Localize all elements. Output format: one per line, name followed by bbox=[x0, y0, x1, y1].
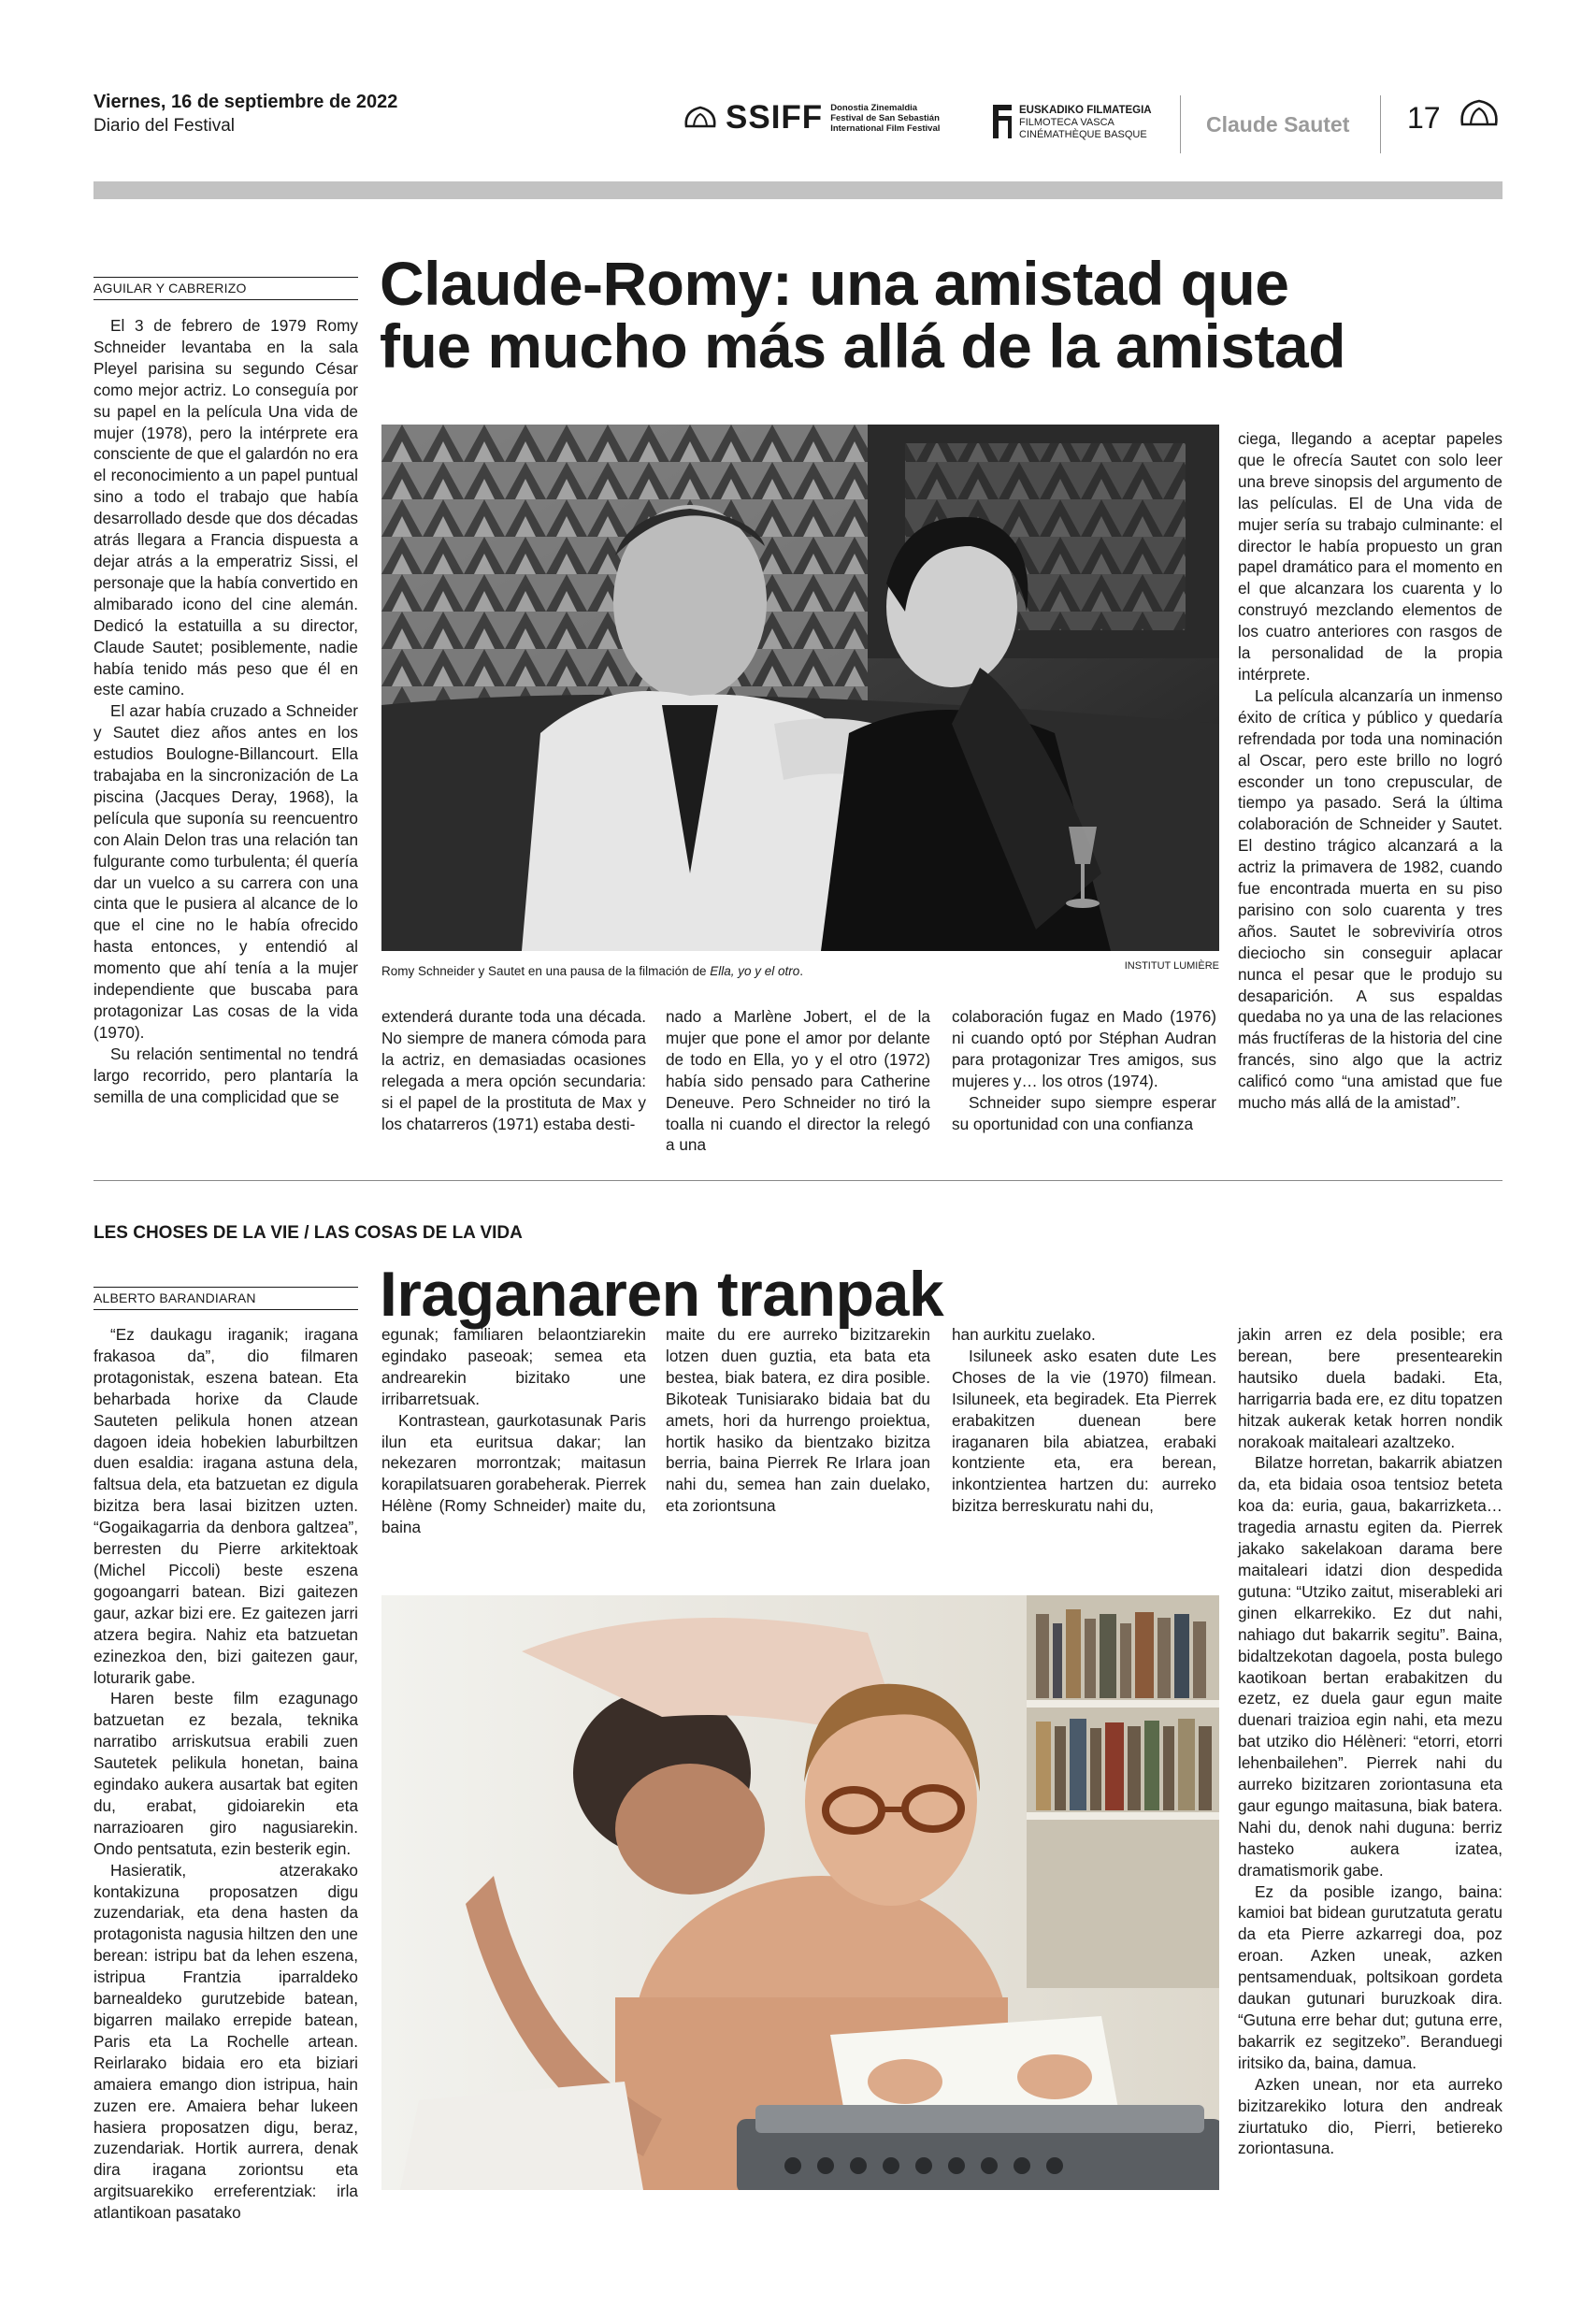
paragraph: Hasieratik, atzerakako kontakizuna proposatzen digu zuzendariak, eta dena hasten da protagonista nagusia hiltzen den une berean: istripu bat da lehen eszena, istripua Frantzia iparraldeko barnealdeko gurutzebide batean, bigarren mailako errepide batean, Paris eta La Rochelle artean. Reirlarako bidaia ero eta biziari amaiera emango dion istripua, hain zuzen ere. Amaiera behar lukeen hasiera proposatzen digu, beraz, zuzendariak. Hortik aurrera, denak dira iragana zoriontsu eta argitsuarekiko erreferentziak: irla atlantikoan pasatako bbox=[93, 1860, 358, 2223]
paragraph: La película alcanzaría un inmenso éxito de crítica y público y quedaría refrendada por toda una nominación al Oscar, pero este brillo no logró esconder un tono crepuscular, de tiempo ya pasado. Será la última colaboración de Schneider y Sautet. El destino trágico alcanzará a la actriz la primavera de 1982, cuando fue encontrada muerta en su piso parisino con solo cuarenta y tres años. Sautet le sobreviviría otros dieciocho sin conseguir aplacar nunca el pesar que le produjo su desaparición. A sus espaldas quedaba no ya una de las relaciones más fructíferas de la historia del cine francés, sino algo que la actriz calificó como “una amistad que fue mucho más allá de la amistad”. bbox=[1238, 685, 1503, 1113]
publication-name: Diario del Festival bbox=[93, 116, 235, 136]
paragraph: Kontrastean, gaurkotasunak Paris ilun eta euritsua dakar; lan nekezaren morrontzak; maitasun korapilatsuaren gorabeherak. Pierrek Hélène (Romy Schneider) maite du, baina bbox=[381, 1410, 646, 1537]
paragraph: Haren beste film ezagunago batzuetan ez bezala, teknika narratibo arriskutsua erabili zuen Sautetek pelikula honetan, baina egindako aukera ausartak bat egiten du, erabat, gidoiarekin eta narrazioaren giro nagusiarekin. Ondo pentsatuta, ezin besterik egin. bbox=[93, 1689, 358, 1858]
paragraph: han aurkitu zuelako. bbox=[952, 1325, 1096, 1344]
filmoteca-logo bbox=[993, 105, 1152, 141]
issue-date: Viernes, 16 de septiembre de 2022 bbox=[93, 92, 398, 112]
article-divider bbox=[93, 1180, 1503, 1181]
paragraph: Ez da posible izango, baina: kamioi bat bidean gurutzatuta geratu da eta Pierre azkarregi doa, poz eroan. Azken uneak, azken pentsamenduak, poltsikoan gordeta daukan gutunari buruzkoak dira. “Gutuna erre behar dut; gutuna erre, bakarrik ez segitzeko”. Beranduegi iritsiko da, baina, damua. bbox=[1238, 1881, 1503, 2072]
article1-column-3 bbox=[666, 1006, 930, 1156]
page-number: 17 bbox=[1407, 101, 1441, 135]
section-title: Claude Sautet bbox=[1206, 112, 1350, 137]
paragraph: jakin arren ez dela posible; era berean, bere presentearekin hautsiko duela badaki. Eta, harrigarria bada ere, ez ditu topatzen hitzak aukerak ketak horren nondik norakoak maitaleari azaltzeko. bbox=[1238, 1325, 1503, 1451]
header-bar bbox=[93, 181, 1503, 199]
ssiff-logo-tagline: Donostia Zinemaldia Festival de San Sebastián International Film Festival bbox=[830, 102, 941, 134]
shell-icon bbox=[1459, 97, 1500, 131]
filmoteca-f-icon bbox=[993, 105, 1012, 138]
article2-byline: ALBERTO BARANDIARAN bbox=[93, 1290, 256, 1305]
ssiff-logo bbox=[683, 99, 940, 137]
paragraph: colaboración fugaz en Mado (1976) ni cuando optó por Stéphan Audran para protagonizar Tres amigos, sus mujeres y… los otros (1974). bbox=[952, 1007, 1216, 1090]
article2-kicker: LES CHOSES DE LA VIE / LAS COSAS DE LA VIDA bbox=[93, 1223, 523, 1243]
paragraph: nado a Marlène Jobert, el de la mujer que pone el amor por delante de todo en Ella, yo y el otro (1972) había sido pensado para Catherine Deneuve. Pero Schneider no tiró la toalla ni cuando el director la relegó a una bbox=[666, 1007, 930, 1155]
paragraph: maite du ere aurreko bizitzarekin lotzen duen guztia, eta bata eta bestea, biak batera, ez dira posible. Bikoteak Tunisiarako bidaia bat du amets, hori da hurrengo proiektua, hortik hasiko da bientzako bizitza berria, baina Pierrek Re Irlara joan nahi du, semea han zain duelako, eta zoriontsuna bbox=[666, 1325, 930, 1516]
paragraph: egunak; familiaren belaontziarekin egindako paseoak; semea eta andrearekin bizitako une irribarretsuak. bbox=[381, 1325, 646, 1408]
paragraph: El 3 de febrero de 1979 Romy Schneider levantaba en la sala Pleyel parisina su segundo César como mejor actriz. Lo conseguía por su papel en la película Una vida de mujer (1978), pero la intérprete era consciente de que el galardón no era el reconocimiento a un papel puntual sino a todo el trabajo que había desarrollado desde que dos décadas atrás llegara a Francia dispuesta a dejar atrás a la emperatriz Sissi, el personaje que la había convertido en almibarado icono del cine alemán. Dedicó la estatuilla a su director, Claude Sautet; posiblemente, nadie había tenido más peso que él en este camino. bbox=[93, 316, 358, 699]
article1-byline: AGUILAR Y CABRERIZO bbox=[93, 281, 247, 295]
paragraph: Isiluneek asko esaten dute Les Choses de la vie (1970) filmean. Isiluneek, eta begiradek. Eta Pierrek erabakitzen duenean bere iraganaren bila abiatzea, erabaki kontziente eta, era berean, inkontzientea hartzen du: aurreko bizitza berreskuratu nahi du, bbox=[952, 1346, 1216, 1516]
shell-logo-icon bbox=[683, 104, 718, 132]
paragraph: Schneider supo siempre esperar su oportunidad con una confianza bbox=[952, 1092, 1216, 1133]
byline-rule bbox=[93, 1287, 358, 1288]
paragraph: ciega, llegando a aceptar papeles que le ofrecía Sautet con solo leer una breve sinopsis del argumento de las películas. El de Una vida de mujer sería su trabajo culminante: el director le había propuesto un gran papel dramático para el momento en el que alcanzara los cuarenta y lo construyó mezclando elementos de los cuatro anteriores con rasgos de la personalidad de la propia intérprete. bbox=[1238, 429, 1503, 684]
paragraph: Bilatze horretan, bakarrik abiatzen da, eta bidaia osoa tentsioz beteta koa da: euria, gaua, bakarrizketa… tragedia arnastu egiten da. Pierrek jakako sakelakoan darama bere maitaleari idatzi dion despedida gutuna: “Utziko zaitut, miserableki ari ginen elkarrekiko. Ez dut nahi, nahiago dut bakarrik segitu”. Baina, bidaltzekotan dagoela, posta bulego kaotikoan bertan erabakitzen du ezetz, ez duela gaur egun maite duenari traizioa egin nahi, eta mezu bat utziko dio Hélèneri: “etorri, etorri lehenbailehen”. Pierrek nahi du aurreko bizitzaren zoriontasuna eta gaur egungo maitasuna, biak batera. Nahi du, denok nahi duguna: berriz hasteko aukera izatea, dramatismorik gabe. bbox=[1238, 1453, 1503, 1880]
article2-column-4 bbox=[952, 1324, 1216, 1517]
typewriter-scene-photo bbox=[381, 1595, 1219, 2190]
photo1-credit: INSTITUT LUMIÈRE bbox=[1124, 960, 1219, 972]
paragraph: Su relación sentimental no tendrá largo recorrido, pero plantaría la semilla de una complicidad que se bbox=[93, 1044, 358, 1106]
ssiff-logo-name: SSIFF bbox=[726, 99, 824, 136]
filmoteca-logo-text: EUSKADIKO FILMATEGIA FILMOTECA VASCA CINÉMATHÈQUE BASQUE bbox=[1019, 105, 1152, 140]
article2-column-5 bbox=[1238, 1324, 1503, 2159]
byline-rule bbox=[93, 1309, 358, 1310]
paragraph: El azar había cruzado a Schneider y Sautet diez años antes en los estudios Boulogne-Billancourt. Ella trabajaba en la sincronización de La piscina (Jacques Deray, 1968), la película que suponía su reencuentro con Alain Delon tras una relación tan fulgurante como turbulenta; él quería dar un vuelco a su carrera con una cinta que le pusiera al alcance de lo que el cine no le había ofrecido hasta entonces, y entendió al momento que ahí tenía a la mujer independiente que buscaba para protagonizar Las cosas de la vida (1970). bbox=[93, 701, 358, 1042]
article1-column-4 bbox=[952, 1006, 1216, 1134]
article2-column-2 bbox=[381, 1324, 646, 1538]
article1-column-2 bbox=[381, 1006, 646, 1134]
article1-column-5 bbox=[1238, 428, 1503, 1114]
paragraph: Azken unean, nor eta aurreko bizitzarekiko lotura den andreak ziurtatuko dio, Pierri, betiereko zoriontasuna. bbox=[1238, 2074, 1503, 2158]
article1-headline: Claude-Romy: una amistad que fue mucho más allá de la amistad bbox=[380, 249, 1346, 382]
paragraph: extenderá durante toda una década. No siempre de manera cómoda para la actriz, en demasiadas ocasiones relegada a mera opción secundaria: si el papel de la prostituta de Max y los chatarreros (1971) estaba desti- bbox=[381, 1007, 646, 1133]
paragraph: “Ez daukagu iraganik; iragana frakasoa da”, dio filmaren protagonistak, eszena batean. Eta beharbada horixe da Claude Sauteten pelikula honen atzean dagoen ideia hobekien laburbiltzen duen esaldia: iragana astuna dela, faltsua dela, eta batzuetan ez digula bizitza bera lasai bizitzen uzten. “Gogaikagarria da denbora galtzea”, berresten du Pierre arkitektoak (Michel Piccoli) beste eszena gogoangarri batean. Bizi gaitezen gaur, azkar bizi ere. Ez gaitezen jarri atzera begira. Nahiz eta batzuetan ezinezkoa den, bizi gaitezen gaur, loturarik gabe. bbox=[93, 1325, 358, 1687]
article1-column-1 bbox=[93, 315, 358, 1108]
header-divider bbox=[1380, 95, 1381, 153]
article2-column-3 bbox=[666, 1324, 930, 1517]
byline-rule bbox=[93, 277, 358, 278]
romy-sautet-photo bbox=[381, 425, 1219, 951]
header-divider bbox=[1180, 95, 1181, 153]
photo1-caption: Romy Schneider y Sautet en una pausa de la filmación de Ella, yo y el otro. bbox=[381, 964, 804, 978]
article2-column-1 bbox=[93, 1324, 358, 2224]
byline-rule bbox=[93, 299, 358, 300]
article2-headline: Iraganaren tranpak bbox=[380, 1259, 944, 1330]
